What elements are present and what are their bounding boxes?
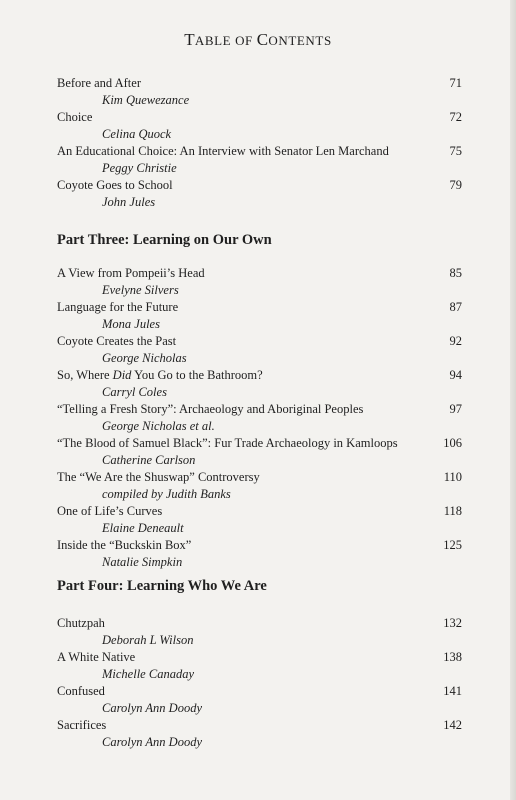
entry-page-number: 72 [449, 110, 462, 124]
entry-page-number: 85 [449, 266, 462, 280]
entry-author: Natalie Simpkin [102, 555, 183, 569]
entry-author: Celina Quock [102, 127, 172, 141]
title-word-table-rest: ABLE OF [194, 33, 257, 48]
entry-title: One of Life’s Curves [57, 504, 163, 518]
entry-author: Kim Quewezance [102, 93, 190, 107]
toc-entry[interactable] [57, 684, 462, 718]
entry-author: Catherine Carlson [102, 453, 196, 467]
entry-author: George Nicholas et al. [102, 419, 215, 433]
entry-page-number: 142 [443, 718, 462, 732]
entry-page-number: 92 [449, 334, 462, 348]
entry-title: “The Blood of Samuel Black”: Fur Trade Archaeology in Kamloops [57, 436, 398, 450]
entry-author: George Nicholas [102, 351, 187, 365]
entry-author: Peggy Christie [102, 161, 177, 175]
entry-page-number: 87 [449, 300, 462, 314]
entry-page-number: 75 [449, 144, 462, 158]
entry-title: An Educational Choice: An Interview with Senator Len Marchand [57, 144, 389, 158]
toc-entry[interactable] [57, 436, 462, 470]
toc-entry[interactable] [57, 368, 462, 402]
entry-title-start: So, Where [57, 368, 113, 382]
entry-author: compiled by Judith Banks [102, 487, 231, 501]
title-word-contents-rest: ONTENTS [268, 33, 332, 48]
entry-title: Sacrifices [57, 718, 107, 732]
entry-title: The “We Are the Shuswap” Controversy [57, 470, 260, 484]
part-four-heading: Part Four: Learning Who We Are [57, 578, 267, 594]
part-three-heading: Part Three: Learning on Our Own [57, 232, 272, 248]
toc-entry[interactable] [57, 718, 462, 752]
entry-title: Choice [57, 110, 93, 124]
entry-page-number: 110 [443, 470, 462, 484]
entry-page-number: 141 [443, 684, 462, 698]
entry-author: Carryl Coles [102, 385, 167, 399]
toc-entry[interactable] [57, 110, 462, 144]
entry-author: Deborah L Wilson [102, 633, 194, 647]
toc-entry[interactable] [57, 334, 462, 368]
toc-entry[interactable] [57, 266, 462, 300]
toc-group-part-four [57, 616, 462, 752]
entry-page-number: 132 [443, 616, 462, 630]
entry-author: Evelyne Silvers [102, 283, 179, 297]
entry-page-number: 79 [449, 178, 462, 192]
toc-entry[interactable] [57, 650, 462, 684]
entry-page-number: 94 [449, 368, 462, 382]
entry-author: Elaine Deneault [102, 521, 184, 535]
entry-title-emphasis: Did [112, 368, 132, 382]
entry-author: Michelle Canaday [102, 667, 194, 681]
entry-author: Carolyn Ann Doody [102, 735, 202, 749]
toc-group-part-three [57, 266, 462, 572]
entry-title: Before and After [57, 76, 141, 90]
entry-page-number: 138 [443, 650, 462, 664]
toc-entry[interactable] [57, 538, 462, 572]
entry-page-number: 71 [449, 76, 462, 90]
entry-title: A White Native [57, 650, 136, 664]
toc-entry[interactable] [57, 470, 462, 504]
toc-entry[interactable] [57, 402, 462, 436]
entry-title: A View from Pompeii’s Head [57, 266, 205, 280]
entry-title-end: You Go to the Bathroom? [131, 368, 263, 382]
entry-title: Coyote Goes to School [57, 178, 173, 192]
entry-title: Confused [57, 684, 105, 698]
page-title [0, 30, 516, 50]
toc-entry[interactable] [57, 300, 462, 334]
entry-author: Mona Jules [102, 317, 160, 331]
entry-page-number: 106 [443, 436, 462, 450]
entry-page-number: 125 [443, 538, 462, 552]
toc-entry[interactable] [57, 504, 462, 538]
entry-page-number: 118 [443, 504, 462, 518]
entry-title [57, 368, 263, 383]
toc-entry[interactable] [57, 616, 462, 650]
title-word-contents-C: C [256, 30, 269, 49]
toc-entry[interactable] [57, 144, 462, 178]
toc-entry[interactable] [57, 76, 462, 110]
entry-title: “Telling a Fresh Story”: Archaeology and Aboriginal Peoples [57, 402, 364, 416]
entry-author: Carolyn Ann Doody [102, 701, 202, 715]
page-edge-shadow [510, 0, 516, 800]
entry-title: Inside the “Buckskin Box” [57, 538, 192, 552]
entry-title: Coyote Creates the Past [57, 334, 177, 348]
toc-group-continued [57, 76, 462, 212]
entry-author: John Jules [102, 195, 156, 209]
entry-page-number: 97 [449, 402, 462, 416]
toc-entry[interactable] [57, 178, 462, 212]
title-word-table-T: T [184, 30, 195, 49]
entry-title: Chutzpah [57, 616, 105, 630]
entry-title: Language for the Future [57, 300, 179, 314]
